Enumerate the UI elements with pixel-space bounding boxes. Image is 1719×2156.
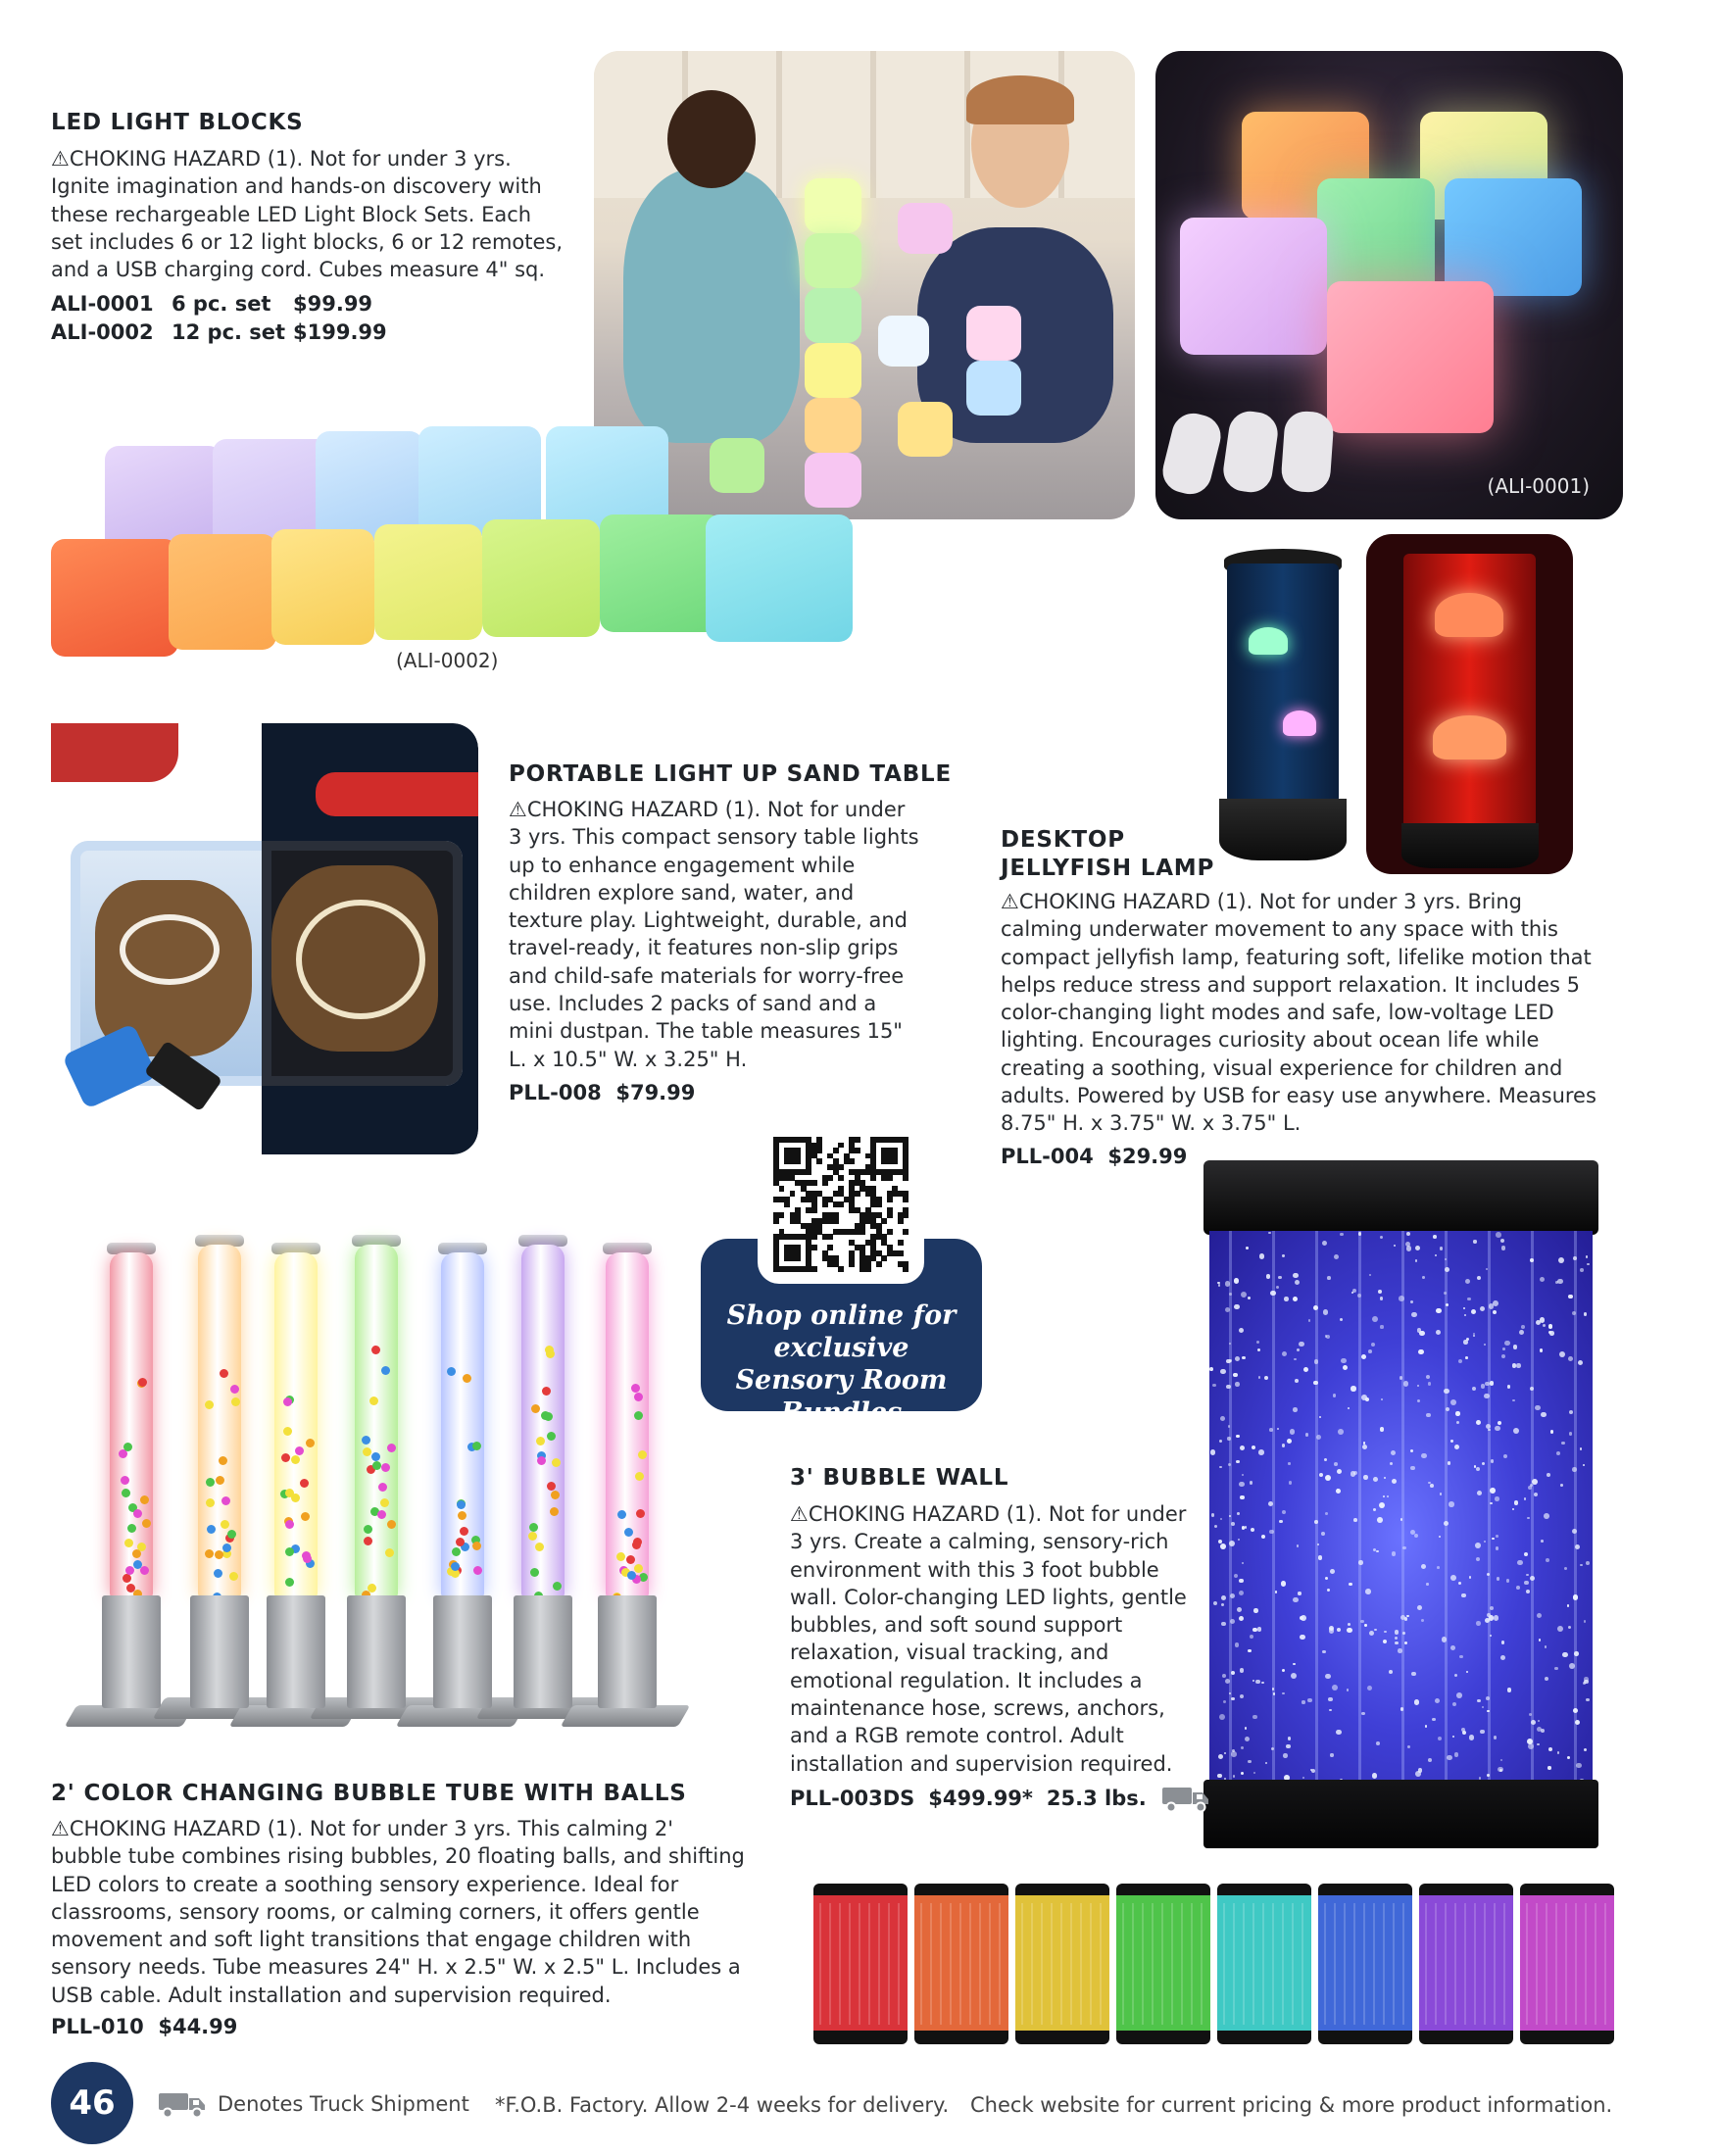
floating-ball — [369, 1396, 378, 1405]
floating-ball — [636, 1509, 645, 1518]
sand-table-description: ⚠CHOKING HAZARD (1). Not for under 3 yrs. This compact sensory table lights up to enhance engagement while children explore sand, water, and texture play. Lightweight, durable, and travel-ready, it features non-slip grips and child-safe materials for worry-free use. Includes 2 packs of sand and a mini dustpan. The table measures 15" L. x 10.5" W. x 3.25" H. — [509, 798, 919, 1071]
floating-ball — [229, 1572, 238, 1581]
bubble-wall-panel — [1520, 1884, 1614, 2044]
girl-head — [667, 90, 756, 188]
bubble-tubes-photo — [51, 1215, 708, 1774]
tube-base — [433, 1595, 492, 1708]
promo-text: Shop online for exclusive Sensory Room Bundles — [726, 1300, 957, 1428]
floating-ball — [142, 1519, 151, 1528]
tube-base — [598, 1595, 657, 1708]
bubble-wall-panel — [1419, 1884, 1513, 2044]
jellyfish-lamp-red-photo — [1366, 534, 1573, 874]
led-blocks-description: ⚠CHOKING HAZARD (1). Not for under 3 yrs. Ignite imagination and hands-on discovery with these rechargeable LED Light Block Sets. Each set includes 6 or 12 light blocks, 6 or 12 remotes, and a USB charging cord. Cubes measure 4" sq. — [51, 147, 564, 282]
tube-base — [347, 1595, 406, 1708]
sand-table-sku: PLL-008 $79.99 — [509, 1081, 696, 1104]
floating-ball — [617, 1510, 626, 1519]
floating-ball — [531, 1404, 540, 1413]
led-dark-caption: (ALI-0001) — [1487, 474, 1590, 498]
floating-ball — [473, 1566, 482, 1575]
floating-ball — [624, 1528, 633, 1537]
bubble-tube — [198, 1245, 241, 1597]
tube-base — [514, 1595, 572, 1708]
floating-ball — [550, 1507, 559, 1516]
floating-ball — [368, 1584, 376, 1592]
floating-ball — [616, 1552, 625, 1561]
bubble-wall-panel — [813, 1884, 908, 2044]
floating-ball — [472, 1442, 481, 1450]
led-row-caption: (ALI-0002) — [396, 649, 499, 672]
footer-website-note: Check website for current pricing & more product information. — [970, 2093, 1613, 2117]
floating-ball — [536, 1437, 545, 1446]
bubble-tube-sku: PLL-010 $44.99 — [51, 2015, 238, 2038]
floating-ball — [380, 1498, 389, 1507]
sku-row: ALI-0001 6 pc. set $99.99 — [51, 292, 373, 316]
floating-ball — [283, 1427, 292, 1436]
truck-icon — [1160, 1784, 1211, 1813]
remote — [1221, 409, 1281, 495]
floating-ball — [458, 1511, 467, 1520]
sku-row: ALI-0002 12 pc. set $199.99 — [51, 320, 387, 344]
floating-ball — [451, 1562, 460, 1571]
truck-icon — [157, 2089, 208, 2119]
floating-ball — [207, 1525, 216, 1534]
bubble-wall-sku: PLL-003DS $499.99* 25.3 lbs. — [790, 1784, 1211, 1813]
led-blocks-dark-photo — [1155, 51, 1623, 519]
led-blocks-row-photo — [51, 421, 855, 662]
bubble-wall-panel — [1116, 1884, 1210, 2044]
floating-ball — [638, 1450, 647, 1459]
floating-ball — [631, 1384, 640, 1393]
qr-code[interactable] — [758, 1129, 924, 1284]
floating-ball — [537, 1456, 546, 1465]
tube-base — [102, 1595, 161, 1708]
floating-ball — [306, 1439, 315, 1447]
floating-ball — [300, 1479, 309, 1488]
bubble-wall-title: 3' BUBBLE WALL — [790, 1465, 1009, 1491]
boy-hair — [966, 75, 1074, 124]
bubble-wall-color-panels — [813, 1884, 1617, 2044]
floating-ball — [364, 1537, 372, 1545]
floating-ball — [472, 1542, 481, 1550]
tube-foot — [561, 1705, 691, 1727]
floating-ball — [387, 1444, 396, 1452]
floating-ball — [216, 1476, 224, 1485]
remote — [1280, 410, 1335, 493]
tube-base — [267, 1595, 325, 1708]
bubble-tube-description: ⚠CHOKING HAZARD (1). Not for under 3 yrs. This calming 2' bubble tube combines rising bubbles, 20 floating balls, and shifting LED colors to create a soothing sensory experience. Ideal for classrooms, sensory rooms, or calming corners, it offers gentle movement and soft light transitions that engage children with sensory needs. Tube measures 24" H. x 2.5" W. x 2.5" L. Includes a USB cable. Adult installation and supervision required. — [51, 1817, 745, 2007]
floating-ball — [221, 1520, 229, 1529]
bubble-wall-panel — [1318, 1884, 1412, 2044]
floating-ball — [552, 1458, 561, 1467]
bubble-wall-panel — [914, 1884, 1008, 2044]
floating-ball — [460, 1527, 468, 1536]
floating-ball — [535, 1543, 544, 1551]
bubble-tube — [606, 1252, 649, 1597]
bubble-wall-panel — [1217, 1884, 1311, 2044]
footer-truck-note: Denotes Truck Shipment — [157, 2089, 469, 2119]
jellyfish-lamp-title: DESKTOP JELLYFISH LAMP — [1001, 827, 1215, 881]
sand-table-title: PORTABLE LIGHT UP SAND TABLE — [509, 761, 952, 787]
floating-ball — [220, 1369, 228, 1378]
bubble-wall-photo — [1203, 1160, 1598, 1848]
floating-ball — [634, 1411, 643, 1420]
floating-ball — [295, 1446, 304, 1455]
tube-base — [190, 1595, 249, 1708]
floating-ball — [214, 1569, 222, 1578]
floating-ball — [546, 1349, 555, 1358]
floating-ball — [635, 1472, 644, 1481]
page-number: 46 — [51, 2062, 133, 2144]
jellyfish-lamp-photo — [1219, 549, 1347, 860]
bubble-wall-description: ⚠CHOKING HAZARD (1). Not for under 3 yrs. Create a calming, sensory-rich environment with this 3 foot bubble wall. Color-changing LED lights, gentle bubbles, and soft sound support relaxation, visual tracking, and emotional regulation. It includes a maintenance hose, screws, anchors, and a RGB remote control. Adult installation and supervision required. — [790, 1502, 1187, 1776]
led-blocks-title: LED LIGHT BLOCKS — [51, 110, 304, 135]
bubble-tube — [355, 1245, 398, 1597]
footer-fob-note: *F.O.B. Factory. Allow 2-4 weeks for delivery. — [495, 2093, 950, 2117]
floating-ball — [122, 1489, 130, 1497]
bubble-tube-title: 2' COLOR CHANGING BUBBLE TUBE WITH BALLS — [51, 1781, 687, 1806]
floating-ball — [627, 1571, 636, 1580]
remote — [1158, 409, 1225, 499]
floating-ball — [547, 1482, 556, 1491]
floating-ball — [205, 1400, 214, 1409]
floating-ball — [634, 1564, 643, 1573]
floating-ball — [227, 1530, 236, 1539]
floating-ball — [132, 1549, 141, 1558]
floating-ball — [363, 1447, 371, 1456]
floating-ball — [283, 1397, 292, 1406]
floating-ball — [626, 1555, 635, 1564]
floating-ball — [215, 1550, 223, 1559]
led-blocks-sku-list — [51, 290, 387, 347]
floating-ball — [140, 1495, 149, 1504]
bubble-wall-panel — [1015, 1884, 1109, 2044]
jellyfish-lamp-sku: PLL-004 $29.99 — [1001, 1145, 1188, 1168]
floating-ball — [452, 1547, 461, 1556]
girl-figure — [623, 169, 800, 443]
sand-table-photo — [51, 723, 478, 1154]
jellyfish-lamp-description: ⚠CHOKING HAZARD (1). Not for under 3 yrs. Bring calming underwater movement to any space with this compact jellyfish lamp, featuring soft, lifelike motion that helps reduce stress and support relaxation. It includes 5 color-changing light modes and safe, low-voltage LED lighting. Encourages curiosity about ocean life while creating a soothing, visual experience for children and adults. Powered by USB for easy use anywhere. Measures 8.75" H. x 3.75" W. x 3.75" L. — [1001, 890, 1596, 1136]
floating-ball — [551, 1491, 560, 1499]
floating-ball — [231, 1397, 240, 1406]
floating-ball — [222, 1544, 231, 1552]
floating-ball — [381, 1366, 390, 1375]
